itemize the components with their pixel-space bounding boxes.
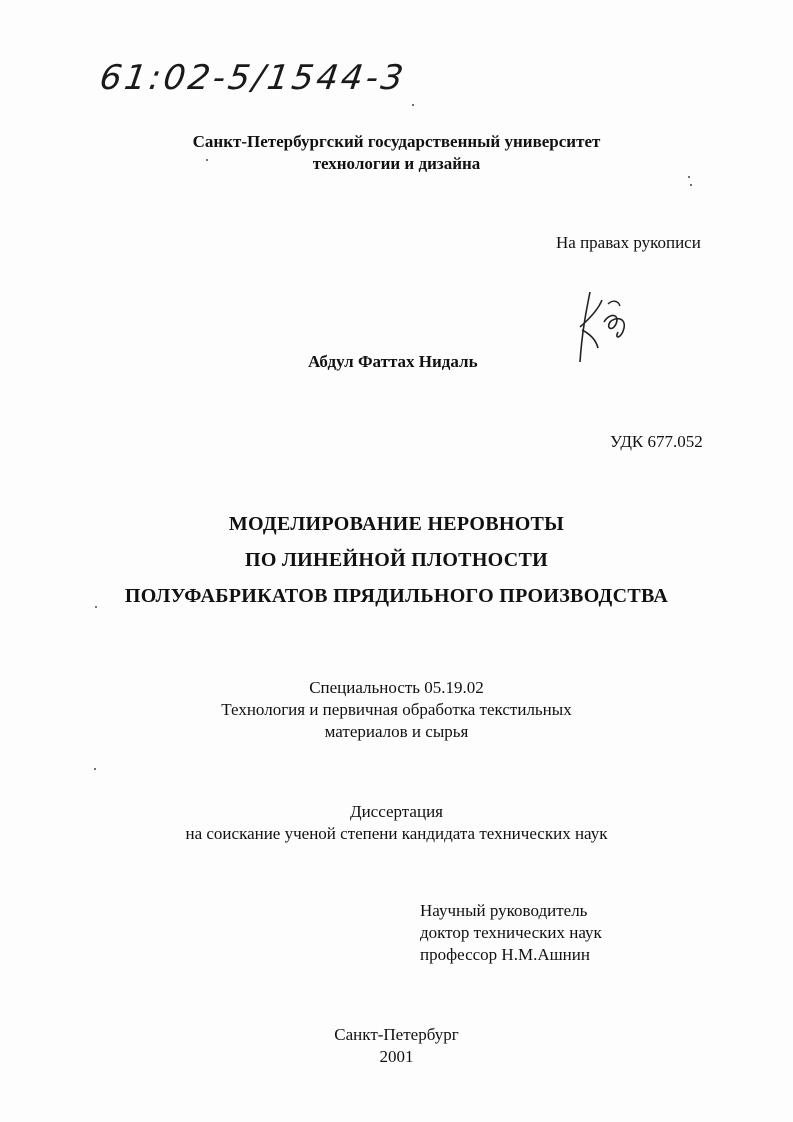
manuscript-rights-note: На правах рукописи (556, 233, 701, 252)
university-line-2: технологии и дизайна (312, 154, 481, 173)
scan-speck (412, 104, 414, 106)
supervisor-line-2: доктор технических наук (420, 923, 602, 942)
dissertation-type-block (0, 801, 793, 845)
specialty-line-3: материалов и сырья (324, 722, 469, 741)
specialty-block (0, 677, 793, 743)
scan-speck (688, 176, 690, 178)
city: Санкт-Петербург (334, 1025, 459, 1044)
udk-code: УДК 677.052 (610, 432, 703, 451)
supervisor-line-1: Научный руководитель (420, 901, 588, 920)
year: 2001 (379, 1047, 414, 1066)
scan-speck (95, 606, 97, 608)
supervisor-line-3: профессор Н.М.Ашнин (420, 945, 590, 964)
scan-speck (206, 159, 208, 161)
handwritten-archive-code: 61:02-5/1544-3 (97, 58, 409, 98)
title-line-3: ПОЛУФАБРИКАТОВ ПРЯДИЛЬНОГО ПРОИЗВОДСТВА (124, 585, 669, 607)
dissertation-title (0, 506, 793, 614)
supervisor-block (420, 900, 602, 966)
signature-icon (568, 282, 648, 372)
dissertation-line-1: Диссертация (349, 802, 443, 821)
specialty-line-1: Специальность 05.19.02 (309, 678, 484, 697)
title-line-2: ПО ЛИНЕЙНОЙ ПЛОТНОСТИ (244, 549, 549, 571)
scan-speck (94, 768, 96, 770)
specialty-line-2: Технология и первичная обработка текстильных (221, 700, 572, 719)
university-name (0, 131, 793, 175)
university-line-1: Санкт-Петербургский государственный университет (192, 132, 601, 151)
scan-speck (690, 184, 692, 186)
city-year-block (0, 1024, 793, 1068)
author-name: Абдул Фаттах Нидаль (308, 352, 478, 371)
dissertation-line-2: на соискание ученой степени кандидата технических наук (185, 824, 608, 843)
title-line-1: МОДЕЛИРОВАНИЕ НЕРОВНОТЫ (228, 513, 565, 535)
